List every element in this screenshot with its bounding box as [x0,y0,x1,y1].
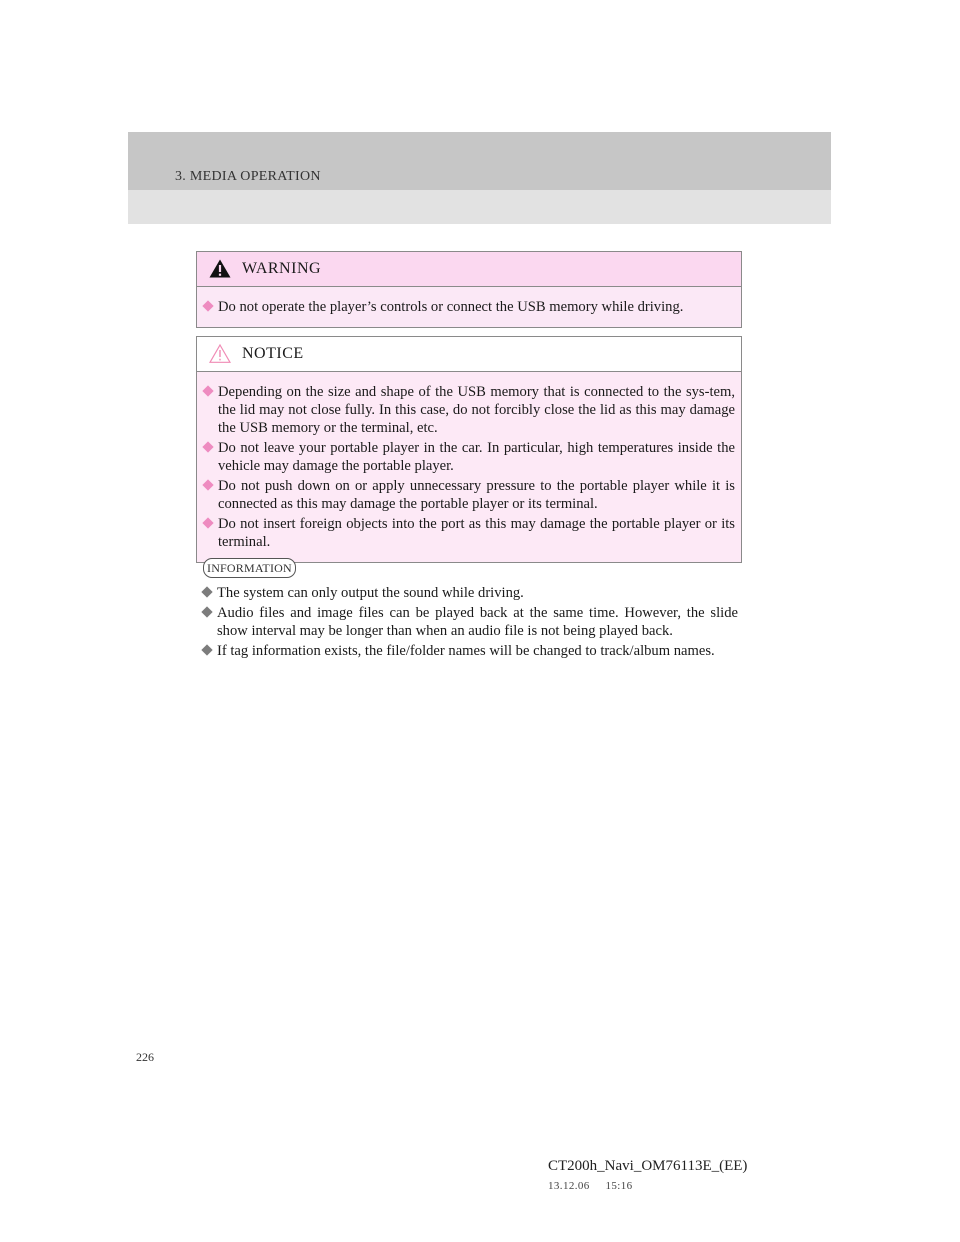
list-item [200,604,738,640]
information-item-text: Audio files and image files can be played back at the same time. However, the slide show interval may be longer than when an audio file is not being played back. [217,605,738,639]
notice-body [197,372,741,562]
diamond-bullet-icon [202,441,213,452]
notice-triangle-icon [209,344,231,363]
diamond-bullet-icon [202,300,213,311]
warning-title: WARNING [242,260,322,277]
information-item-text: The system can only output the sound while driving. [217,585,524,601]
list-item [201,383,735,437]
warning-triangle-icon [209,259,231,278]
list-item [200,584,738,602]
header-subband [128,190,831,224]
warning-header [197,252,741,287]
notice-item-text: Do not push down on or apply unnecessary pressure to the portable player while it is connected as this may damage the portable player or its terminal. [218,478,735,512]
diamond-bullet-icon [201,586,212,597]
list-item [201,477,735,513]
notice-title: NOTICE [242,345,304,362]
notice-item-text: Depending on the size and shape of the USB memory that is connected to the sys-tem, the lid may not close fully. In this case, do not forcibly close the lid as this may damage the USB memory or the terminal, etc. [218,384,735,436]
list-item [201,298,735,316]
diamond-bullet-icon [201,644,212,655]
notice-item-text: Do not leave your portable player in the car. In particular, high temperatures inside the vehicle may damage the portable player. [218,440,735,474]
page-number: 226 [136,1050,154,1064]
warning-box [196,251,742,328]
list-item [201,515,735,551]
date-stamp: 13.12.06 15:16 [548,1180,633,1192]
warning-item-text: Do not operate the player’s controls or connect the USB memory while driving. [218,299,684,315]
document-code: CT200h_Navi_OM76113E_(EE) [548,1158,748,1174]
information-list [200,584,738,660]
information-item-text: If tag information exists, the file/folder names will be changed to track/album names. [217,643,715,659]
notice-box [196,336,742,563]
notice-header [197,337,741,372]
diamond-bullet-icon [202,479,213,490]
notice-item-text: Do not insert foreign objects into the port as this may damage the portable player or its terminal. [218,516,735,550]
section-title: 3. MEDIA OPERATION [175,169,321,184]
list-item [200,642,738,660]
diamond-bullet-icon [201,606,212,617]
diamond-bullet-icon [202,385,213,396]
list-item [201,439,735,475]
warning-body [197,287,741,327]
information-tag: INFORMATION [203,558,296,578]
diamond-bullet-icon [202,517,213,528]
